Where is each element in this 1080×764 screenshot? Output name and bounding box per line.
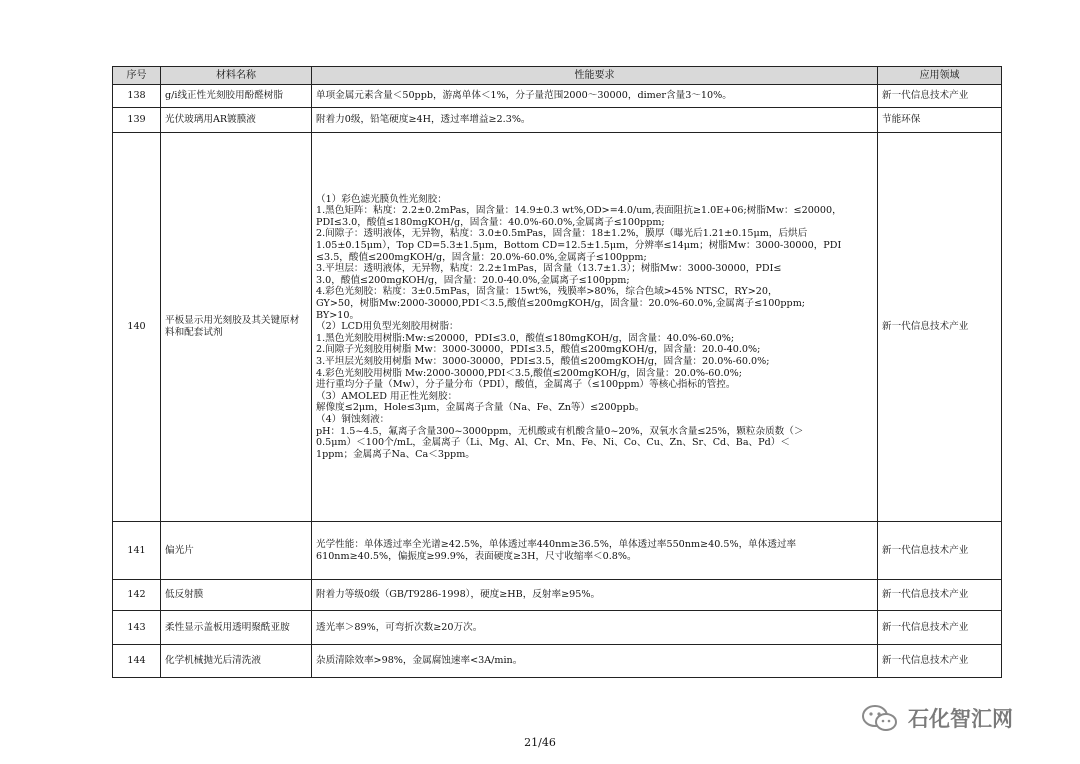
- requirement-line: 4.彩色光刻胶用树脂 Mw:2000-30000,PDI＜3.5,酸值≤200mgKOH/g，固含量：20.0%-60.0%;: [316, 367, 742, 379]
- application-field: 新一代信息技术产业: [878, 580, 1002, 611]
- requirement-line: （2）LCD用负型光刻胶用树脂：: [316, 321, 459, 333]
- row-number: 141: [113, 522, 161, 580]
- header-application: 应用领域: [878, 67, 1002, 85]
- table-row: [113, 108, 1002, 133]
- requirement-line: 进行重均分子量（Mw），分子量分布（PDI），酸值，金属离子（≤100ppm）等核心指标的管控。: [316, 379, 736, 391]
- performance-requirements: [312, 645, 878, 678]
- application-field: 新一代信息技术产业: [878, 611, 1002, 645]
- requirement-line: 2.间隙子：透明液体，无异物，粘度：3.0±0.5mPas，固含量：18±1.2%，膜厚（曝光后1.21±0.15μm，后烘后: [316, 228, 808, 240]
- performance-requirements: [312, 522, 878, 580]
- requirement-line: （1）彩色滤光膜负性光刻胶：: [316, 193, 447, 205]
- material-name: 低反射膜: [161, 580, 312, 611]
- requirement-line: 附着力0级，铅笔硬度≥4H，透过率增益≥2.3%。: [316, 114, 531, 126]
- requirement-line: PDI≤3.0，酸值≤180mgKOH/g，固含量：40.0%-60.0%,金属离子≤100ppm;: [316, 216, 665, 228]
- performance-requirements: [312, 108, 878, 133]
- material-name: 光伏玻璃用AR镀膜液: [161, 108, 312, 133]
- requirement-line: 1.黑色光刻胶用树脂:Mw:≤20000，PDI≤3.0，酸值≤180mgKOH/g，固含量：40.0%-60.0%;: [316, 332, 735, 344]
- row-number: 138: [113, 85, 161, 108]
- header-requirements: 性能要求: [312, 67, 878, 85]
- performance-requirements: [312, 580, 878, 611]
- application-field: 新一代信息技术产业: [878, 133, 1002, 522]
- performance-requirements: [312, 133, 878, 522]
- requirement-line: 单项金属元素含量＜50ppb，游离单体＜1%，分子量范围2000～30000，dimer含量3～10%。: [316, 90, 732, 102]
- requirement-line: 4.彩色光刻胶：粘度：3±0.5mPas，固含量：15wt%，残膜率>80%，综合色域>45% NTSC，RY>20，: [316, 286, 778, 298]
- material-name: g/i线正性光刻胶用酚醛树脂: [161, 85, 312, 108]
- requirement-line: 3.0，酸值≤200mgKOH/g，固含量：20.0-40.0%,金属离子≤100ppm;: [316, 274, 630, 286]
- table-row: [113, 133, 1002, 522]
- table-row: [113, 580, 1002, 611]
- row-number: 142: [113, 580, 161, 611]
- table-row: [113, 85, 1002, 108]
- requirement-line: 1ppm；金属离子Na、Ca＜3ppm。: [316, 448, 475, 460]
- application-field: 新一代信息技术产业: [878, 85, 1002, 108]
- requirement-line: BY>10。: [316, 309, 360, 321]
- requirement-line: 附着力等级0级（GB/T9286-1998），硬度≥HB，反射率≥95%。: [316, 589, 601, 601]
- requirement-line: 1.05±0.15μm），Top CD=5.3±1.5μm，Bottom CD=12.5±1.5μm，分辨率≤14μm；树脂Mw：3000-30000，PDI: [316, 240, 842, 252]
- header-no: 序号: [113, 67, 161, 85]
- requirements-table: [112, 66, 1002, 678]
- watermark: [860, 703, 1013, 733]
- performance-requirements: [312, 85, 878, 108]
- row-number: 144: [113, 645, 161, 678]
- application-field: 节能环保: [878, 108, 1002, 133]
- material-name: 偏光片: [161, 522, 312, 580]
- table-row: [113, 611, 1002, 645]
- requirement-line: 3.平坦层：透明液体，无异物，粘度：2.2±1mPas，固含量（13.7±1.3）；树脂Mw：3000-30000，PDI≤: [316, 263, 782, 275]
- application-field: 新一代信息技术产业: [878, 522, 1002, 580]
- requirement-line: GY>50，树脂Mw:2000-30000,PDI＜3.5,酸值≤200mgKOH/g，固含量：20.0%-60.0%,金属离子≤100ppm;: [316, 298, 806, 310]
- requirement-line: 透光率＞89%，可弯折次数≥20万次。: [316, 621, 483, 633]
- application-field: 新一代信息技术产业: [878, 645, 1002, 678]
- page-number: 21/46: [524, 736, 556, 749]
- table-header-row: [113, 67, 1002, 85]
- table-row: [113, 645, 1002, 678]
- requirement-line: （4）铜蚀刻液：: [316, 413, 390, 425]
- requirement-line: 解像度≤2μm，Hole≤3μm，金属离子含量（Na、Fe、Zn等）≤200ppb。: [316, 402, 645, 414]
- requirement-line: 2.间隙子光刻胶用树脂 Mw：3000-30000，PDI≤3.5，酸值≤200mgKOH/g，固含量：20.0-40.0%;: [316, 344, 761, 356]
- wechat-icon: [860, 703, 900, 733]
- material-name: 柔性显示盖板用透明聚酰亚胺: [161, 611, 312, 645]
- row-number: 143: [113, 611, 161, 645]
- requirement-line: 0.5μm）＜100个/mL，金属离子（Li、Mg、Al、Cr、Mn、Fe、Ni、Co、Cu、Zn、Sr、Cd、Ba、Pd）＜: [316, 437, 790, 449]
- row-number: 140: [113, 133, 161, 522]
- material-name: 平板显示用光刻胶及其关键原材料和配套试剂: [161, 133, 312, 522]
- watermark-text: 石化智汇网: [908, 707, 1013, 731]
- row-number: 139: [113, 108, 161, 133]
- performance-requirements: [312, 611, 878, 645]
- requirement-line: ≤3.5，酸值≤200mgKOH/g，固含量：20.0%-60.0%,金属离子≤100ppm;: [316, 251, 647, 263]
- requirement-line: 光学性能：单体透过率全光谱≥42.5%，单体透过率440nm≥36.5%，单体透过率550nm≥40.5%，单体透过率: [316, 538, 797, 550]
- requirement-line: 610nm≥40.5%，偏振度≥99.9%，表面硬度≥3H，尺寸收缩率＜0.8%。: [316, 550, 637, 562]
- table-row: [113, 522, 1002, 580]
- material-name: 化学机械抛光后清洗液: [161, 645, 312, 678]
- requirement-line: 3.平坦层光刻胶用树脂 Mw：3000-30000，PDI≤3.5，酸值≤200mgKOH/g，固含量：20.0%-60.0%;: [316, 355, 770, 367]
- header-material-name: 材料名称: [161, 67, 312, 85]
- requirement-line: pH：1.5~4.5，氟离子含量300~3000ppm，无机酸或有机酸含量0~20%，双氧水含量≤25%，颗粒杂质数（＞: [316, 425, 804, 437]
- requirement-line: （3）AMOLED 用正性光刻胶：: [316, 390, 458, 402]
- requirement-line: 1.黑色矩阵：粘度：2.2±0.2mPas，固含量：14.9±0.3 wt%,OD>=4.0/um,表面阻抗≥1.0E+06;树脂Mw：≤20000，: [316, 205, 842, 217]
- requirement-line: 杂质清除效率>98%，金属腐蚀速率<3A/min。: [316, 655, 523, 667]
